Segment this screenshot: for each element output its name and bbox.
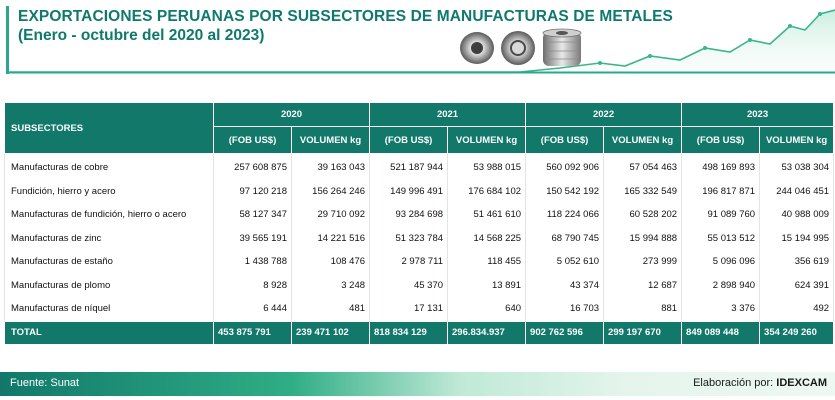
- volume-column-header: VOLUMEN kg: [448, 127, 526, 154]
- credit-note: [693, 377, 827, 389]
- table-cell: 149 996 491: [370, 180, 448, 204]
- table-cell: 196 817 871: [682, 180, 760, 204]
- table-cell: 1 438 788: [214, 250, 292, 274]
- table-cell: 560 092 906: [526, 154, 604, 180]
- table-cell: 58 127 347: [214, 203, 292, 227]
- table-cell: 481: [292, 297, 370, 321]
- table-cell: 57 054 463: [604, 154, 682, 180]
- table-cell: 5 052 610: [526, 250, 604, 274]
- fob-column-header: (FOB US$): [214, 127, 292, 154]
- footer: [0, 372, 835, 396]
- table-cell: 29 710 092: [292, 203, 370, 227]
- total-cell: 239 471 102: [292, 321, 370, 344]
- table-cell: 3 248: [292, 274, 370, 298]
- table-row: [5, 227, 834, 251]
- table-row: [5, 154, 834, 180]
- table-cell: 108 476: [292, 250, 370, 274]
- table-cell: 2 898 940: [682, 274, 760, 298]
- total-cell: 849 089 448: [682, 321, 760, 344]
- credit-brand: IDEXCAM: [776, 377, 827, 389]
- fob-column-header: (FOB US$): [682, 127, 760, 154]
- year-header: 2022: [526, 103, 682, 127]
- table-cell: 15 194 995: [760, 227, 834, 251]
- table-cell: 3 376: [682, 297, 760, 321]
- table-cell: 53 988 015: [448, 154, 526, 180]
- row-label: Manufacturas de estaño: [5, 250, 214, 274]
- table-cell: 97 120 218: [214, 180, 292, 204]
- table-cell: 118 455: [448, 250, 526, 274]
- header: [0, 0, 835, 78]
- table-cell: 273 999: [604, 250, 682, 274]
- page-title: EXPORTACIONES PERUANAS POR SUBSECTORES DE MANUFACTURAS DE METALES: [18, 8, 673, 25]
- table-cell: 12 687: [604, 274, 682, 298]
- total-cell: 354 249 260: [760, 321, 834, 344]
- table-cell: 60 528 202: [604, 203, 682, 227]
- year-header: 2021: [370, 103, 526, 127]
- source-note: Fuente: Sunat: [10, 377, 80, 389]
- table-cell: 51 323 784: [370, 227, 448, 251]
- table-cell: 624 391: [760, 274, 834, 298]
- row-label: Manufacturas de fundición, hierro o acero: [5, 203, 214, 227]
- table-cell: 17 131: [370, 297, 448, 321]
- table-cell: 257 608 875: [214, 154, 292, 180]
- table-cell: 14 221 516: [292, 227, 370, 251]
- page-subtitle: (Enero - octubre del 2020 al 2023): [18, 27, 265, 44]
- table-cell: 176 684 102: [448, 180, 526, 204]
- table-cell: 55 013 512: [682, 227, 760, 251]
- table-body: [5, 154, 834, 322]
- fob-column-header: (FOB US$): [370, 127, 448, 154]
- total-row: [5, 321, 834, 344]
- row-label: Manufacturas de níquel: [5, 297, 214, 321]
- total-cell: 296.834.937: [448, 321, 526, 344]
- total-cell: 818 834 129: [370, 321, 448, 344]
- fob-column-header: (FOB US$): [526, 127, 604, 154]
- table-cell: 16 703: [526, 297, 604, 321]
- table-cell: 91 089 760: [682, 203, 760, 227]
- table-cell: 5 096 096: [682, 250, 760, 274]
- row-label: Manufacturas de plomo: [5, 274, 214, 298]
- table-cell: 498 169 893: [682, 154, 760, 180]
- table-cell: 8 928: [214, 274, 292, 298]
- table-cell: 640: [448, 297, 526, 321]
- title-accent-bar: [6, 6, 9, 74]
- total-cell: 453 875 791: [214, 321, 292, 344]
- table-row: [5, 274, 834, 298]
- table-cell: 156 264 246: [292, 180, 370, 204]
- table-cell: 93 284 698: [370, 203, 448, 227]
- table-cell: 6 444: [214, 297, 292, 321]
- table-cell: 13 891: [448, 274, 526, 298]
- table-cell: 150 542 192: [526, 180, 604, 204]
- total-cell: 902 762 596: [526, 321, 604, 344]
- table-cell: 2 978 711: [370, 250, 448, 274]
- table-cell: 43 374: [526, 274, 604, 298]
- year-header-row: [5, 103, 834, 127]
- table-cell: 14 568 225: [448, 227, 526, 251]
- table-cell: 492: [760, 297, 834, 321]
- table-row: [5, 203, 834, 227]
- table-row: [5, 297, 834, 321]
- table-row: [5, 250, 834, 274]
- total-cell: 299 197 670: [604, 321, 682, 344]
- table-row: [5, 180, 834, 204]
- table-cell: 68 790 745: [526, 227, 604, 251]
- row-label: Manufacturas de zinc: [5, 227, 214, 251]
- table-cell: 15 994 888: [604, 227, 682, 251]
- table-cell: 39 163 043: [292, 154, 370, 180]
- table-cell: 244 046 451: [760, 180, 834, 204]
- credit-prefix: Elaboración por:: [693, 377, 774, 389]
- total-label: TOTAL: [5, 321, 214, 344]
- year-header: 2020: [214, 103, 370, 127]
- table-cell: 881: [604, 297, 682, 321]
- volume-column-header: VOLUMEN kg: [760, 127, 834, 154]
- year-header: 2023: [682, 103, 834, 127]
- table-cell: 521 187 944: [370, 154, 448, 180]
- table-cell: 356 619: [760, 250, 834, 274]
- table-cell: 40 988 009: [760, 203, 834, 227]
- exports-table: [4, 102, 834, 345]
- volume-column-header: VOLUMEN kg: [604, 127, 682, 154]
- table-cell: 51 461 610: [448, 203, 526, 227]
- row-label: Manufacturas de cobre: [5, 154, 214, 180]
- table-cell: 45 370: [370, 274, 448, 298]
- table-cell: 118 224 066: [526, 203, 604, 227]
- table-cell: 53 038 304: [760, 154, 834, 180]
- volume-column-header: VOLUMEN kg: [292, 127, 370, 154]
- table-cell: 165 332 549: [604, 180, 682, 204]
- exports-table-container: [4, 102, 833, 345]
- row-label: Fundición, hierro y acero: [5, 180, 214, 204]
- subsector-header: SUBSECTORES: [5, 103, 214, 154]
- metal-coils-icon: [455, 26, 590, 72]
- table-cell: 39 565 191: [214, 227, 292, 251]
